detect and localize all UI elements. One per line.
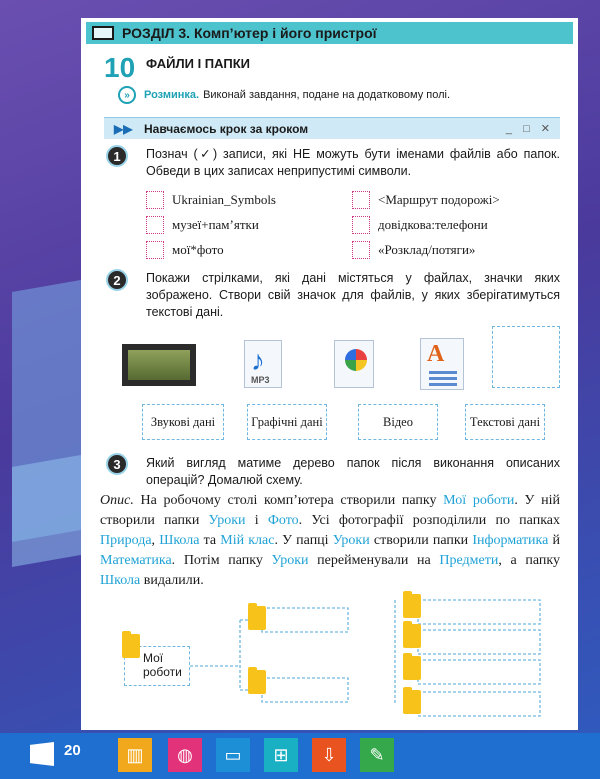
desc-part: , [151, 533, 160, 548]
label-box[interactable]: Текстові дані [465, 404, 545, 440]
task-number: 3 [106, 453, 128, 475]
book-icon[interactable]: ▥ [118, 738, 152, 772]
folder-name: Мої роботи [443, 493, 515, 508]
lesson-title: ФАЙЛИ І ПАПКИ [146, 56, 250, 71]
folder-name: Уроки [332, 533, 370, 548]
desc-part: й [548, 533, 561, 548]
steps-title: Навчаємось крок за кроком [144, 121, 309, 136]
folder-name: Природа [100, 533, 152, 548]
option-label: Ukrainian_Symbols [172, 192, 276, 207]
folder-name: Уроки [208, 513, 246, 528]
option-label: «Розклад/потяги» [378, 242, 476, 257]
folder-icon [122, 634, 140, 658]
desc-part: . У ній створили папки [100, 493, 560, 528]
option-label: <Маршрут подорожі> [378, 192, 500, 207]
task3-text: Який вигляд матиме дерево папок після виконання описаних операцій? Домалюй схему. [146, 456, 560, 487]
folder-name: Предмети [439, 553, 499, 568]
label-box[interactable]: Графічні дані [247, 404, 327, 440]
warmup-text: Виконай завдання, подане на додатковому полі. [203, 89, 451, 101]
folder-name: Школа [159, 533, 200, 548]
desc-part: створили папки [369, 533, 473, 548]
option-label: мої*фото [172, 242, 224, 257]
network-icon[interactable]: ⊞ [264, 738, 298, 772]
task-number: 1 [106, 145, 128, 167]
windows-logo-icon[interactable] [30, 742, 54, 766]
root-folder-label: Мої роботи [124, 646, 190, 686]
music-note-icon: ♪ [251, 345, 265, 376]
task-number: 2 [106, 269, 128, 291]
folder-icon [403, 690, 421, 714]
taskbar [0, 733, 600, 779]
play-arrows-icon: ▶▶ [114, 121, 133, 136]
mp3-label: MP3 [251, 375, 270, 385]
task1-text: Познач (✓) записи, які НЕ можуть бути іменами файлів або папок. Обведи в цих записах неприпустимі символи. [146, 147, 560, 178]
folder-icon [248, 606, 266, 630]
description-lead: Опис. [100, 493, 134, 508]
folder-name: Математика [100, 553, 172, 568]
folder-name: Фото [267, 513, 299, 528]
folder-icon [403, 624, 421, 648]
folder-name: Інформатика [472, 533, 549, 548]
folder-name: Уроки [271, 553, 309, 568]
desc-part: . Потім папку [171, 553, 272, 568]
desc-part: і [245, 513, 268, 528]
doc-letter: A [427, 341, 445, 367]
section-title: РОЗДІЛ 3. Комп’ютер і його пристрої [122, 25, 377, 41]
desc-part: та [199, 533, 221, 548]
lesson-number: 10 [104, 52, 136, 83]
folder-icon [403, 656, 421, 680]
laptop-icon[interactable]: ▭ [216, 738, 250, 772]
window-controls: _ □ ✕ [505, 123, 554, 135]
option-label: музеї+пам’ятки [172, 217, 259, 232]
page-number: 20 [64, 742, 81, 759]
folder-icon [403, 594, 421, 618]
desc-part: видалили. [140, 573, 204, 588]
download-icon[interactable]: ⇩ [312, 738, 346, 772]
option-label: довідкова:телефони [378, 217, 488, 232]
warmup-label: Розминка. [144, 89, 200, 101]
label-box[interactable]: Звукові дані [142, 404, 224, 440]
folder-name: Школа [100, 573, 141, 588]
label-box[interactable]: Відео [358, 404, 438, 440]
desc-part: . Усі фотографії розподілили по папках [298, 513, 560, 528]
folder-icon [248, 670, 266, 694]
folder-name: Мій клас [220, 533, 275, 548]
task2-text: Покажи стрілками, які дані містяться у файлах, значки яких зображено. Створи свій значок для файлів, у яких зберігатимуться текстові дані. [146, 271, 560, 319]
desc-part: , а папку [498, 553, 560, 568]
desc-part: перейменували на [308, 553, 440, 568]
desc-part: На робочому столі комп’ютера створили папку [140, 493, 444, 508]
double-chevron-icon: » [118, 86, 136, 104]
notes-icon[interactable]: ✎ [360, 738, 394, 772]
globe-icon[interactable]: ◍ [168, 738, 202, 772]
desc-part: . У папці [274, 533, 333, 548]
